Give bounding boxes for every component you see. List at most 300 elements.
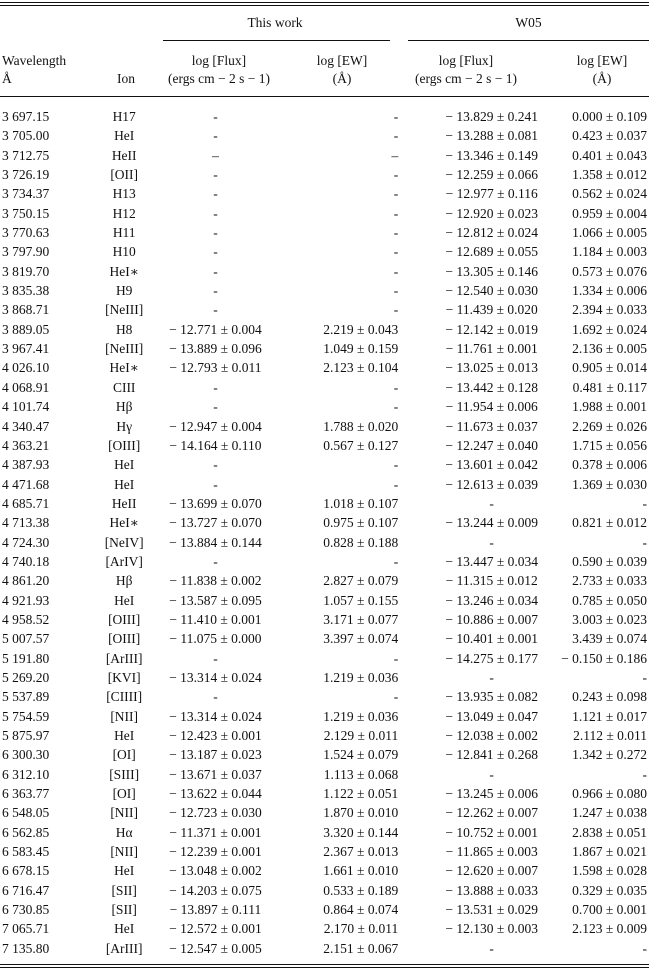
ew-this-work-cell: 2.129 ± 0.011 [323,728,399,743]
table-row [0,552,649,571]
flux-w05-cell: - [489,495,494,511]
flux-this-work-cell: − 13.314 ± 0.024 [169,708,262,724]
ew-this-work-cell: - [393,553,399,569]
flux-w05-cell: − 12.259 ± 0.066 [445,167,538,183]
flux-w05-cell: − 11.865 ± 0.003 [445,844,538,860]
ew-this-work-cell: 3.171 ± 0.077 [323,611,399,627]
ion-cell: HeI∗ [109,360,139,376]
top-rule-2 [0,5,649,6]
ew-this-work-cell: - [393,302,399,318]
flux-w05-cell: - [489,940,494,956]
ew-this-work-cell: - [393,379,399,395]
ew-this-work-cell: 2.151 ± 0.067 [323,940,399,956]
flux-this-work-cell: - [213,379,218,395]
flux-this-work-cell: − 12.572 ± 0.001 [169,921,262,937]
ew-this-work-cell: - [393,476,399,492]
ew-w05-cell: 1.867 ± 0.021 [572,844,647,860]
ew-this-work-cell: - [393,650,399,666]
ew-w05-cell: 2.112 ± 0.011 [573,728,647,743]
wavelength-cell: 3 819.70 [2,263,50,279]
bottom-rule-1 [0,964,649,965]
ion-cell: HeI [114,476,135,492]
table-row [0,939,649,958]
flux-this-work-cell: − 11.838 ± 0.002 [169,573,262,589]
flux-this-work-cell: − 13.622 ± 0.044 [169,786,262,802]
wavelength-cell: 3 868.71 [2,302,50,318]
flux-this-work-cell: − 13.187 ± 0.023 [169,747,262,763]
flux-w05-cell: − 12.841 ± 0.268 [445,747,538,763]
ew-w05-cell: − 0.150 ± 0.186 [561,650,647,666]
ew-this-work-cell: 1.057 ± 0.155 [323,592,399,608]
ew-w05-cell: 0.562 ± 0.024 [572,186,647,202]
flux-this-work-cell: − 13.048 ± 0.002 [169,863,262,879]
ion-cell: H11 [112,225,136,241]
wavelength-cell: 4 387.93 [2,457,50,473]
table-row [0,649,649,668]
flux-w05-cell: − 11.315 ± 0.012 [445,573,538,589]
ew-this-work-cell: 1.049 ± 0.159 [323,341,399,357]
flux-w05-cell: − 13.935 ± 0.082 [445,689,538,705]
wavelength-cell: 3 770.63 [2,225,50,241]
ion-cell: HeI∗ [109,515,139,531]
table-row [0,397,649,416]
flux-w05-cell: - [489,669,494,685]
ew-this-work-cell: 2.219 ± 0.043 [323,321,399,337]
flux-this-work-cell: − 11.410 ± 0.001 [169,611,262,627]
wavelength-cell: 5 191.80 [2,650,50,666]
table-row [0,417,649,436]
ew-this-work-cell: - [393,283,399,299]
flux-this-work-cell: − 12.547 ± 0.005 [169,940,262,956]
wavelength-cell: 3 734.37 [2,186,50,202]
table-row [0,107,649,126]
ew-w05-cell: 1.121 ± 0.017 [572,708,647,724]
ew-this-work-cell: 2.827 ± 0.079 [323,573,399,589]
table-row [0,455,649,474]
ew-w05-cell: 0.573 ± 0.076 [572,263,647,279]
flux-w05-cell: − 10.752 ± 0.001 [445,824,538,840]
ion-cell: [CIIII] [106,689,143,705]
ew-w05-cell: - [642,534,647,550]
flux-w05-cell: − 12.540 ± 0.030 [445,283,538,299]
wavelength-cell: 5 269.20 [2,669,50,685]
flux-w05-cell: − 13.244 ± 0.009 [445,515,538,531]
flux-w05-cell: − 11.954 ± 0.006 [445,399,538,415]
ew-this-work-cell: 3.397 ± 0.074 [323,631,399,647]
col-header-flux-unit-w05: (ergs cm − 2 s − 1) [415,71,517,86]
flux-w05-cell: − 12.977 ± 0.116 [445,186,538,202]
ion-cell: H10 [112,244,136,260]
flux-this-work-cell: - [213,689,218,705]
table-row [0,668,649,687]
wavelength-cell: 4 713.38 [2,515,50,531]
ew-w05-cell: 0.590 ± 0.039 [572,553,647,569]
ew-w05-cell: 1.598 ± 0.028 [572,863,647,879]
table-row [0,900,649,919]
ew-this-work-cell: 1.113 ± 0.068 [323,766,399,782]
table-row [0,823,649,842]
flux-w05-cell: − 12.689 ± 0.055 [445,244,538,260]
flux-w05-cell: − 12.812 ± 0.024 [445,225,538,241]
col-header-flux-w05: log [Flux] [438,53,494,68]
table-row [0,803,649,822]
ew-this-work-cell: 1.122 ± 0.051 [323,786,399,802]
wavelength-cell: 4 471.68 [2,476,50,492]
ew-w05-cell: 0.329 ± 0.035 [572,882,647,898]
ew-this-work-cell: 0.567 ± 0.127 [323,437,399,453]
ion-cell: [OI] [112,786,136,802]
flux-w05-cell: − 12.262 ± 0.007 [445,805,538,821]
ion-cell: [NeIII] [105,302,144,318]
table-row [0,765,649,784]
flux-this-work-cell: − 12.771 ± 0.004 [169,321,262,337]
ew-w05-cell: - [642,766,647,782]
table-row [0,610,649,629]
flux-this-work-cell: − 12.723 ± 0.030 [169,805,262,821]
flux-this-work-cell: - [213,263,218,279]
ew-w05-cell: 1.066 ± 0.005 [572,225,647,241]
ew-w05-cell: 2.838 ± 0.051 [572,824,647,840]
flux-w05-cell: − 10.401 ± 0.001 [445,631,538,647]
top-rule-1 [0,2,649,3]
ew-this-work-cell: 1.219 ± 0.036 [323,708,399,724]
ew-this-work-cell: 2.367 ± 0.013 [323,844,399,860]
ew-w05-cell: 0.959 ± 0.004 [572,205,647,221]
ion-cell: Hβ [115,399,133,415]
flux-this-work-cell: − 13.699 ± 0.070 [169,495,262,511]
ew-this-work-cell: 0.828 ± 0.188 [323,534,399,550]
wavelength-cell: 7 135.80 [2,940,50,956]
ew-this-work-cell: - [393,225,399,241]
ew-this-work-cell: 1.870 ± 0.010 [323,805,399,821]
ion-cell: HeII [111,495,137,511]
wavelength-cell: 3 712.75 [2,147,50,163]
table-row [0,726,649,745]
ew-this-work-cell: - [393,128,399,144]
flux-this-work-cell: - [213,186,218,202]
table-row [0,687,649,706]
bottom-rule-2 [0,967,649,968]
flux-this-work-cell: − 13.671 ± 0.037 [169,766,262,782]
flux-this-work-cell: - [213,302,218,318]
ew-this-work-cell: - [393,457,399,473]
ion-cell: [NeIV] [104,534,144,550]
ew-this-work-cell: 1.219 ± 0.036 [323,669,399,685]
table-row [0,494,649,513]
group-this-work-underline [163,40,390,41]
table-row [0,475,649,494]
flux-this-work-cell: − 12.947 ± 0.004 [169,418,262,434]
col-header-wavelength-unit: Å [2,71,12,86]
ew-w05-cell: 1.715 ± 0.056 [572,437,647,453]
flux-w05-cell: − 13.288 ± 0.081 [445,128,538,144]
table-row [0,436,649,455]
flux-this-work-cell: − 13.897 ± 0.111 [169,902,262,918]
ew-w05-cell: 0.481 ± 0.117 [572,379,647,395]
flux-this-work-cell: − 13.889 ± 0.096 [169,341,262,357]
table-row [0,262,649,281]
flux-this-work-cell: - [213,225,218,241]
ion-cell: HeI [114,457,135,473]
table-row [0,571,649,590]
ew-w05-cell: 2.394 ± 0.033 [572,302,647,318]
flux-w05-cell: - [489,766,494,782]
flux-w05-cell: − 12.920 ± 0.023 [445,205,538,221]
ew-w05-cell: 1.247 ± 0.038 [572,805,647,821]
header-rule [0,96,649,97]
table-row [0,861,649,880]
wavelength-cell: 4 685.71 [2,495,50,511]
flux-w05-cell: − 11.673 ± 0.037 [445,418,538,434]
ew-w05-cell: 2.123 ± 0.009 [572,921,647,937]
flux-this-work-cell: - [213,205,218,221]
ew-w05-cell: 0.785 ± 0.050 [572,592,647,608]
ew-w05-cell: 1.184 ± 0.003 [572,244,647,260]
ew-this-work-cell: 1.788 ± 0.020 [323,418,399,434]
flux-w05-cell: − 13.245 ± 0.006 [445,786,538,802]
table-row [0,745,649,764]
flux-this-work-cell: − 12.423 ± 0.001 [169,728,262,743]
wavelength-cell: 5 007.57 [2,631,50,647]
ew-w05-cell: 2.136 ± 0.005 [572,341,647,357]
ew-w05-cell: 0.401 ± 0.043 [572,147,647,163]
flux-w05-cell: − 13.346 ± 0.149 [445,147,538,163]
flux-w05-cell: − 11.761 ± 0.001 [445,341,538,357]
flux-this-work-cell: - [213,476,218,492]
table-row [0,165,649,184]
ion-cell: [NII] [110,844,139,860]
ew-this-work-cell: 0.864 ± 0.074 [323,902,399,918]
col-header-ew-this-work: log [EW] [316,53,368,68]
ew-this-work-cell: 0.533 ± 0.189 [323,882,399,898]
ion-cell: [ArIII] [105,940,143,956]
ion-cell: HeI [114,592,135,608]
flux-w05-cell: − 13.447 ± 0.034 [445,553,538,569]
ew-this-work-cell: 2.170 ± 0.011 [323,921,399,937]
wavelength-cell: 4 921.93 [2,592,50,608]
ion-cell: [ArIV] [105,553,143,569]
wavelength-cell: 4 101.74 [2,399,50,415]
ew-w05-cell: 0.243 ± 0.098 [572,689,647,705]
ion-cell: [OII] [110,167,139,183]
ew-w05-cell: 0.000 ± 0.109 [572,109,647,124]
ion-cell: H9 [115,283,133,299]
table-row [0,242,649,261]
ion-cell: [SIII] [109,766,140,782]
ew-w05-cell: 1.334 ± 0.006 [572,283,647,299]
ion-cell: [OIII] [108,631,141,647]
flux-w05-cell: − 13.888 ± 0.033 [445,882,538,898]
wavelength-cell: 4 958.52 [2,611,50,627]
table-row [0,919,649,938]
table-row [0,281,649,300]
flux-this-work-cell: - [213,167,218,183]
wavelength-cell: 3 726.19 [2,167,50,183]
ion-cell: [SII] [111,902,137,918]
table-row [0,223,649,242]
flux-w05-cell: − 13.025 ± 0.013 [445,360,538,376]
flux-w05-cell: − 14.275 ± 0.177 [445,650,538,666]
ion-cell: [OIII] [108,611,141,627]
table-row [0,842,649,861]
flux-w05-cell: − 10.886 ± 0.007 [445,611,538,627]
wavelength-cell: 3 705.00 [2,128,50,144]
flux-this-work-cell: - [213,128,218,144]
ew-w05-cell: 1.692 ± 0.024 [572,321,647,337]
ew-this-work-cell: 3.320 ± 0.144 [323,824,399,840]
flux-this-work-cell: - [213,109,218,124]
ew-w05-cell: 2.269 ± 0.026 [572,418,647,434]
wavelength-cell: 3 697.15 [2,109,50,124]
ew-w05-cell: 1.342 ± 0.272 [572,747,647,763]
ion-cell: Hα [115,824,133,840]
ew-this-work-cell: - [393,399,399,415]
ew-w05-cell: 2.733 ± 0.033 [572,573,647,589]
ion-cell: H17 [112,109,136,124]
wavelength-cell: 4 068.91 [2,379,50,395]
table-row [0,204,649,223]
ion-cell: H12 [112,205,136,221]
wavelength-cell: 6 312.10 [2,766,50,782]
ew-w05-cell: - [642,495,647,511]
col-header-ew-unit-w05: (Å) [592,71,612,86]
ew-w05-cell: 0.821 ± 0.012 [572,515,647,531]
wavelength-cell: 6 548.05 [2,805,50,821]
flux-w05-cell: − 13.601 ± 0.042 [445,457,538,473]
flux-this-work-cell: – [212,147,219,163]
ion-cell: Hγ [116,418,133,434]
table-row [0,881,649,900]
table-row [0,300,649,319]
wavelength-cell: 4 724.30 [2,534,50,550]
ew-w05-cell: - [642,669,647,685]
ew-this-work-cell: 2.123 ± 0.104 [323,360,399,376]
wavelength-cell: 4 363.21 [2,437,50,453]
flux-w05-cell: - [489,534,494,550]
flux-this-work-cell: − 14.203 ± 0.075 [169,882,262,898]
ion-cell: [KVI] [107,669,141,685]
flux-w05-cell: − 13.829 ± 0.241 [445,109,538,124]
table-row [0,378,649,397]
flux-w05-cell: − 12.142 ± 0.019 [445,321,538,337]
table-row [0,784,649,803]
ew-w05-cell: 1.988 ± 0.001 [572,399,647,415]
table-row [0,184,649,203]
ew-w05-cell: 0.423 ± 0.037 [572,128,647,144]
wavelength-cell: 5 875.97 [2,728,50,743]
ew-this-work-cell: 0.975 ± 0.107 [323,515,399,531]
wavelength-cell: 4 026.10 [2,360,50,376]
ew-w05-cell: - [642,940,647,956]
flux-w05-cell: − 13.246 ± 0.034 [445,592,538,608]
ion-cell: CIII [112,379,136,395]
wavelength-cell: 5 754.59 [2,708,50,724]
ew-this-work-cell: - [393,263,399,279]
ion-cell: HeI [114,128,135,144]
ew-this-work-cell: - [393,205,399,221]
ew-this-work-cell: - [393,244,399,260]
ion-cell: HeI∗ [109,263,139,279]
flux-this-work-cell: - [213,650,218,666]
flux-this-work-cell: − 11.371 ± 0.001 [169,824,262,840]
ion-cell: HeI [114,728,135,743]
wavelength-cell: 4 740.18 [2,553,50,569]
wavelength-cell: 6 583.45 [2,844,50,860]
flux-this-work-cell: − 13.587 ± 0.095 [169,592,262,608]
ew-w05-cell: 1.358 ± 0.012 [572,167,647,183]
wavelength-cell: 6 562.85 [2,824,50,840]
wavelength-cell: 4 340.47 [2,418,50,434]
ew-this-work-cell: - [393,186,399,202]
wavelength-cell: 4 861.20 [2,573,50,589]
group-w05-underline [408,40,649,41]
ion-cell: [OIII] [108,437,141,453]
col-header-ew-w05: log [EW] [576,53,628,68]
flux-this-work-cell: - [213,244,218,260]
ew-w05-cell: 0.966 ± 0.080 [572,786,647,802]
flux-this-work-cell: − 14.164 ± 0.110 [169,437,262,453]
ew-w05-cell: 1.369 ± 0.030 [572,476,647,492]
ion-cell: HeII [111,147,137,163]
table-row [0,513,649,532]
ew-this-work-cell: 1.018 ± 0.107 [323,495,399,511]
ew-this-work-cell: - [393,167,399,183]
flux-this-work-cell: − 11.075 ± 0.000 [169,631,262,647]
wavelength-cell: 7 065.71 [2,921,50,937]
ion-cell: H8 [115,321,133,337]
data-table [0,107,649,958]
ion-cell: [NII] [110,708,139,724]
col-header-flux-unit-this-work: (ergs cm − 2 s − 1) [168,71,270,86]
wavelength-cell: 6 363.77 [2,786,50,802]
flux-w05-cell: − 13.305 ± 0.146 [445,263,538,279]
wavelength-cell: 6 716.47 [2,882,50,898]
col-header-wavelength: Wavelength [2,53,67,68]
flux-w05-cell: − 12.130 ± 0.003 [445,921,538,937]
table-row [0,126,649,145]
ew-this-work-cell: 1.661 ± 0.010 [323,863,399,879]
ion-cell: [OI] [112,747,136,763]
wavelength-cell: 3 750.15 [2,205,50,221]
flux-w05-cell: − 12.038 ± 0.002 [445,728,538,743]
table-row [0,146,649,165]
flux-w05-cell: − 12.247 ± 0.040 [445,437,538,453]
flux-this-work-cell: - [213,553,218,569]
flux-w05-cell: − 12.613 ± 0.039 [445,476,538,492]
flux-this-work-cell: − 13.727 ± 0.070 [169,515,262,531]
ew-w05-cell: 3.003 ± 0.023 [572,611,647,627]
ew-this-work-cell: 1.524 ± 0.079 [323,747,399,763]
table-row [0,591,649,610]
flux-this-work-cell: - [213,399,218,415]
ew-w05-cell: 3.439 ± 0.074 [572,631,647,647]
wavelength-cell: 3 797.90 [2,244,50,260]
flux-w05-cell: − 13.049 ± 0.047 [445,708,538,724]
flux-w05-cell: − 13.531 ± 0.029 [445,902,538,918]
flux-this-work-cell: - [213,283,218,299]
ion-cell: [NeIII] [105,341,144,357]
col-header-ion: Ion [117,71,135,86]
table-row [0,533,649,552]
ew-w05-cell: 0.905 ± 0.014 [572,360,647,376]
ew-w05-cell: 0.700 ± 0.001 [572,902,647,918]
ew-w05-cell: 0.378 ± 0.006 [572,457,647,473]
flux-this-work-cell: - [213,457,218,473]
flux-this-work-cell: − 13.314 ± 0.024 [169,669,262,685]
wavelength-cell: 5 537.89 [2,689,50,705]
table-row [0,358,649,377]
flux-w05-cell: − 13.442 ± 0.128 [445,379,538,395]
